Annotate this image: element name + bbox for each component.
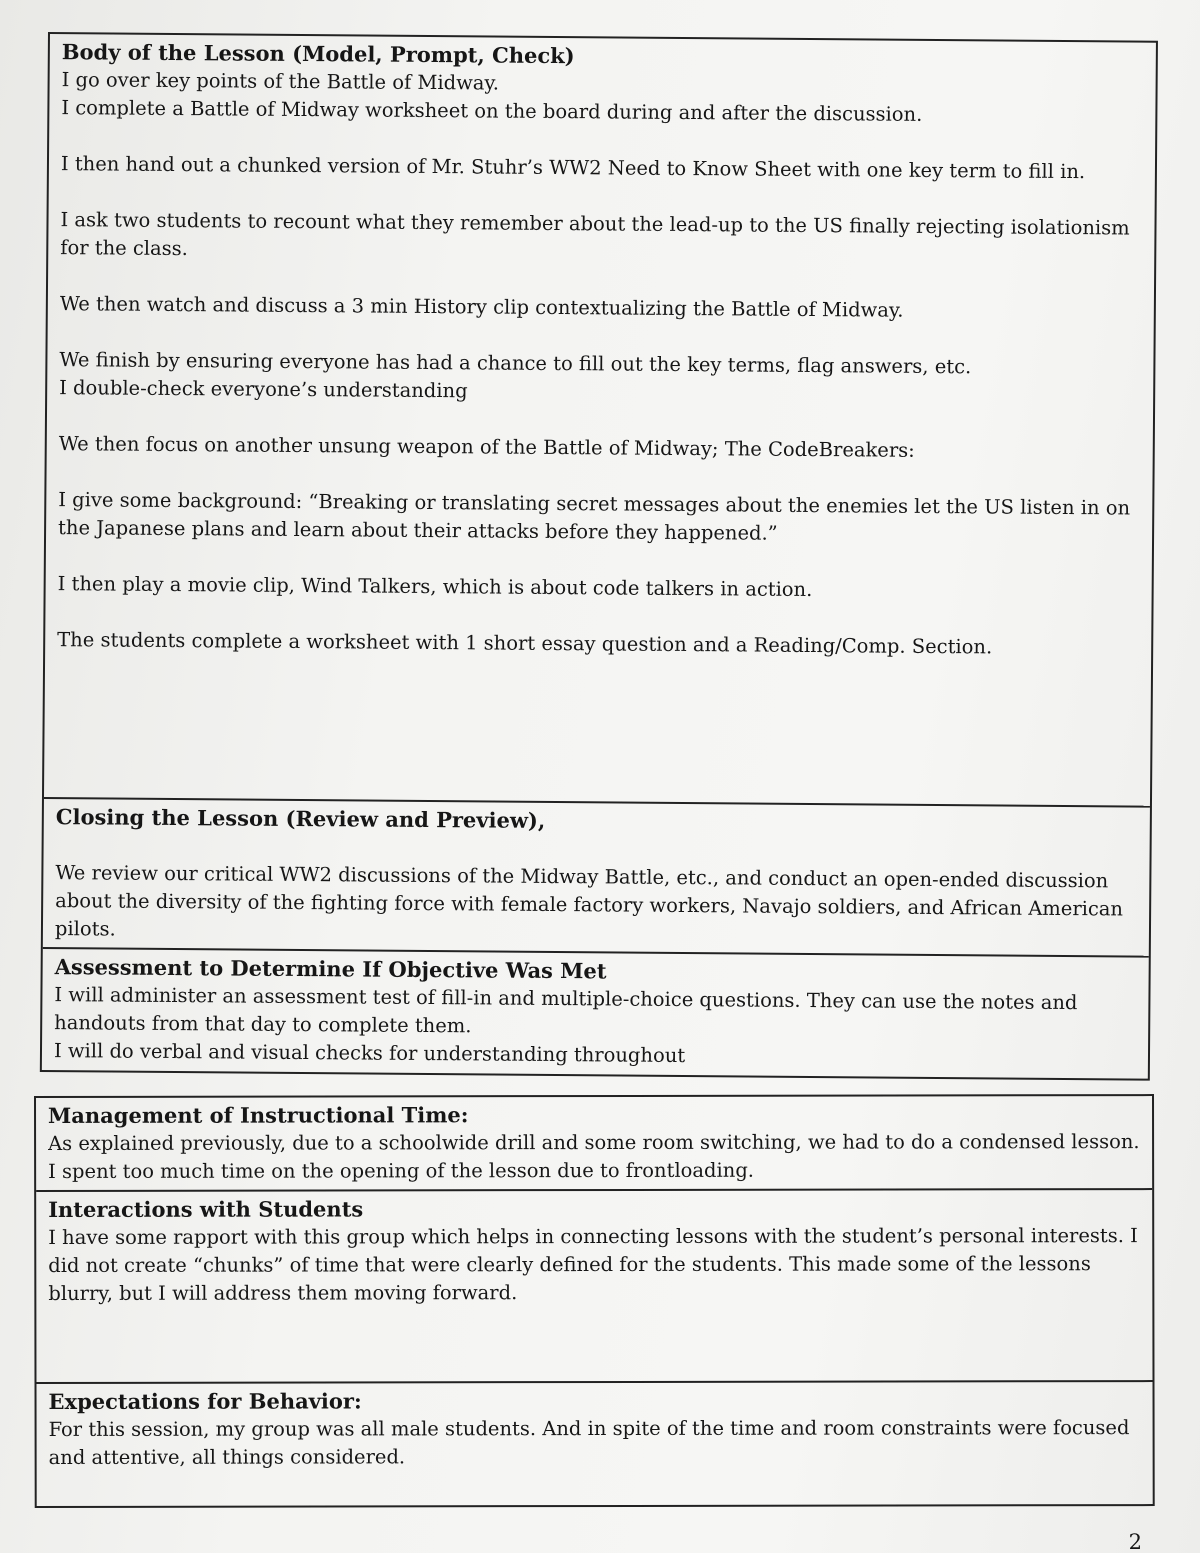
closing-text: We review our critical WW2 discussions of the Midway Battle, etc., and conduct an open-ended discussion about the diversity of the fighting force with female factory workers, Navajo soldiers, and African American pilots. [54, 861, 1124, 941]
management-text: As explained previously, due to a schoolwide drill and some room switching, we had to do a condensed lesson. I spent too much time on the opening of the lesson due to frontloading. [48, 1130, 1140, 1183]
assessment-text-2: I will do verbal and visual checks for understanding throughout [53, 1039, 686, 1068]
body-line-key-points: I go over key points of the Battle of Midway. [61, 68, 500, 95]
assessment-heading: Assessment to Determine If Objective Was Met [54, 954, 607, 984]
body-line-student-worksheet: The students complete a worksheet with 1 short essay question and a Reading/Comp. Section. [57, 628, 993, 659]
body-line-fill-in: I then hand out a chunked version of Mr. Stuhr’s WW2 Need to Know Sheet with one key term to fill in. [60, 152, 1086, 184]
assessment-section [42, 947, 1149, 1079]
body-line-codebreakers: We then focus on another unsung weapon of the Battle of Midway; The CodeBreakers: [58, 432, 915, 462]
body-of-lesson-heading: Body of the Lesson (Model, Prompt, Check) [61, 39, 575, 69]
body-line-background: I give some background: “Breaking or translating secret messages about the enemies let the US listen in on the Japanese plans and learn about their attacks before they happened.” [58, 488, 1131, 545]
page-number: 2 [1128, 1530, 1142, 1553]
behavior-text: For this session, my group was all male students. And in spite of the time and room constraints were focused and attentive, all things considered. [48, 1416, 1130, 1469]
body-line-recount: I ask two students to recount what they remember about the lead-up to the US finally rejecting isolationism for the class. [60, 208, 1130, 261]
lesson-table [40, 32, 1158, 1081]
assessment-text: I will administer an assessment test of fill-in and multiple-choice questions. They can use the notes and handouts from that day to complete them. [54, 983, 1078, 1038]
body-line-double-check: I double-check everyone’s understanding [59, 376, 468, 403]
behavior-heading: Expectations for Behavior: [48, 1388, 362, 1414]
body-line-worksheet-board: I complete a Battle of Midway worksheet on the board during and after the discussion. [61, 96, 923, 126]
body-line-finish: We finish by ensuring everyone has had a chance to fill out the key terms, flag answers, etc. [59, 348, 972, 379]
body-of-lesson-section [44, 34, 1156, 806]
interactions-section [36, 1188, 1152, 1382]
body-line-movie-clip: I then play a movie clip, Wind Talkers, which is about code talkers in action. [57, 572, 813, 602]
management-section [36, 1096, 1152, 1190]
interactions-heading: Interactions with Students [48, 1196, 364, 1222]
closing-heading: Closing the Lesson (Review and Preview), [55, 804, 546, 833]
management-heading: Management of Instructional Time: [48, 1102, 469, 1128]
body-line-history-clip: We then watch and discuss a 3 min History clip contextualizing the Battle of Midway. [59, 292, 904, 322]
behavior-section [36, 1380, 1152, 1506]
closing-section [43, 797, 1150, 956]
reflection-table [34, 1094, 1155, 1508]
interactions-text: I have some rapport with this group which helps in connecting lessons with the student’s personal interests. I did not create “chunks” of time that were clearly defined for the students. This made some of the lessons blurry, but I will address them moving forward. [48, 1224, 1138, 1305]
